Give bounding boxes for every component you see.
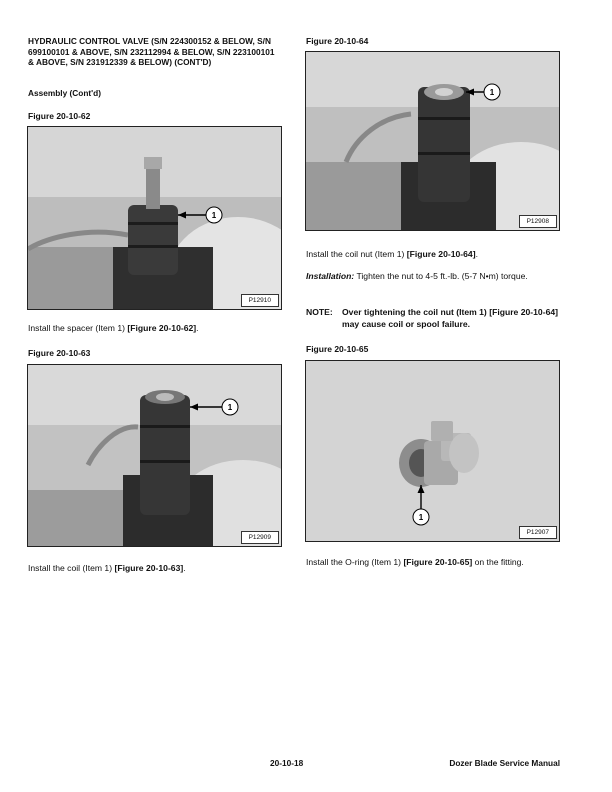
instruction-62: Install the spacer (Item 1) [Figure 20-10-62].: [28, 323, 199, 333]
figure-62-label: Figure 20-10-62: [28, 111, 91, 121]
instruction-65: [306, 556, 566, 568]
figure-65-photo: [305, 360, 560, 542]
warning-note: [306, 306, 558, 330]
figure-64-photo: [305, 51, 560, 231]
figure-62-callout: 1: [211, 211, 217, 220]
instruction-64: Install the coil nut (Item 1) [Figure 20-10-64].: [306, 249, 478, 259]
figure-65-illustration: [306, 361, 559, 541]
subheading: Assembly (Cont'd): [28, 88, 101, 98]
instruction-62-text: Install the spacer (Item 1): [28, 323, 128, 333]
instruction-65-tail: on the fitting.: [472, 557, 524, 567]
figure-63-label: Figure 20-10-63: [28, 348, 91, 358]
instruction-65-text: Install the O-ring (Item 1): [306, 557, 404, 567]
note-label: NOTE:: [306, 307, 333, 317]
instruction-64-text: Install the coil nut (Item 1): [306, 249, 407, 259]
figure-64-label: Figure 20-10-64: [306, 36, 369, 46]
page-number: 20-10-18: [270, 758, 304, 768]
figure-63-callout: 1: [227, 403, 233, 412]
figure-65-label: Figure 20-10-65: [306, 344, 369, 354]
figure-62-photo: [27, 126, 282, 310]
installation-note: [306, 270, 558, 282]
figure-65-code: P12907: [519, 526, 557, 539]
instruction-62-ref: [Figure 20-10-62]: [127, 323, 197, 333]
figure-64-illustration: [306, 52, 559, 230]
figure-65-callout: 1: [418, 513, 424, 522]
figure-62-code: P12910: [241, 294, 279, 307]
figure-64-code: P12908: [519, 215, 557, 228]
figure-64-callout: 1: [489, 88, 495, 97]
instruction-65-ref: [Figure 20-10-65]: [403, 557, 473, 567]
figure-62-illustration: [28, 127, 281, 309]
note-text: Over tightening the coil nut (Item 1) [Figure 20-10-64] may cause coil or spool failure.: [342, 307, 558, 329]
figure-63-photo: [27, 364, 282, 547]
figure-63-code: P12909: [241, 531, 279, 544]
installation-text: Tighten the nut to 4-5 ft.-lb. (5-7 N•m) torque.: [354, 271, 528, 281]
instruction-63-text: Install the coil (Item 1): [28, 563, 115, 573]
instruction-64-ref: [Figure 20-10-64]: [406, 249, 476, 259]
figure-63-illustration: [28, 365, 281, 546]
instruction-63: Install the coil (Item 1) [Figure 20-10-63].: [28, 563, 186, 573]
instruction-63-ref: [Figure 20-10-63]: [114, 563, 184, 573]
manual-title: Dozer Blade Service Manual: [449, 758, 560, 768]
installation-label: Installation:: [306, 271, 355, 281]
section-title: HYDRAULIC CONTROL VALVE (S/N 224300152 & BELOW, S/N 699100101 & ABOVE, S/N 232112994 & BELOW, S/N 223100101 & ABOVE, S/N 231912339 & BELOW) (CONT'D): [28, 36, 275, 67]
